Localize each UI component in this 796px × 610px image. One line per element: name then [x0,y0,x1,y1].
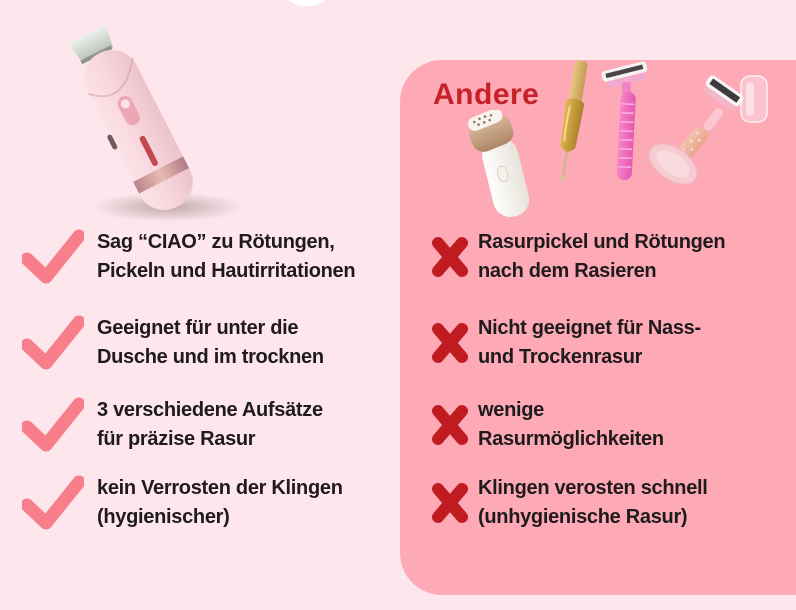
con-line: nach dem Rasieren [478,260,657,282]
pro-line: Pickeln und Hautirritationen [97,260,356,282]
con-text [478,396,664,454]
con-text [478,228,725,286]
pro-line: (hygienischer) [97,506,230,528]
competitor-epilator-image [455,110,550,225]
pro-row [22,396,323,454]
pro-row [22,228,355,286]
pro-line: Sag “CIAO” zu Rötungen, [97,231,335,253]
pro-text [97,396,323,454]
others-panel-title: Andere [433,78,540,111]
check-icon [22,229,84,285]
con-line: und Trockenrasur [478,346,643,368]
pro-line: für präzise Rasur [97,428,256,450]
con-row [430,314,701,372]
pro-line: 3 verschiedene Aufsätze [97,399,323,421]
con-text [478,474,708,532]
con-row [430,228,725,286]
con-row [430,474,708,532]
con-line: wenige [478,399,544,421]
pro-line: kein Verrosten der Klingen [97,477,343,499]
con-text [478,314,701,372]
check-icon [22,315,84,371]
hero-trimmer-image [30,12,240,237]
pro-text [97,314,324,372]
pro-row [22,314,324,372]
con-line: Nicht geeignet für Nass- [478,317,701,339]
check-icon [22,397,84,453]
pro-line: Geeignet für unter die [97,317,299,339]
con-line: Rasurmöglichkeiten [478,428,664,450]
cutoff-badge-decoration [287,0,327,6]
x-icon [430,402,470,448]
competitor-wax-spatula-image [550,58,595,183]
con-line: Klingen verosten schnell [478,477,708,499]
x-icon [430,480,470,526]
pro-row [22,474,343,532]
con-row [430,396,664,454]
competitor-razor-with-cap-image [645,68,773,184]
x-icon [430,320,470,366]
con-line: (unhygienische Rasur) [478,506,688,528]
pro-text [97,474,343,532]
pro-text [97,228,355,286]
pro-line: Dusche und im trocknen [97,346,324,368]
check-icon [22,475,84,531]
con-line: Rasurpickel und Rötungen [478,231,726,253]
x-icon [430,234,470,280]
